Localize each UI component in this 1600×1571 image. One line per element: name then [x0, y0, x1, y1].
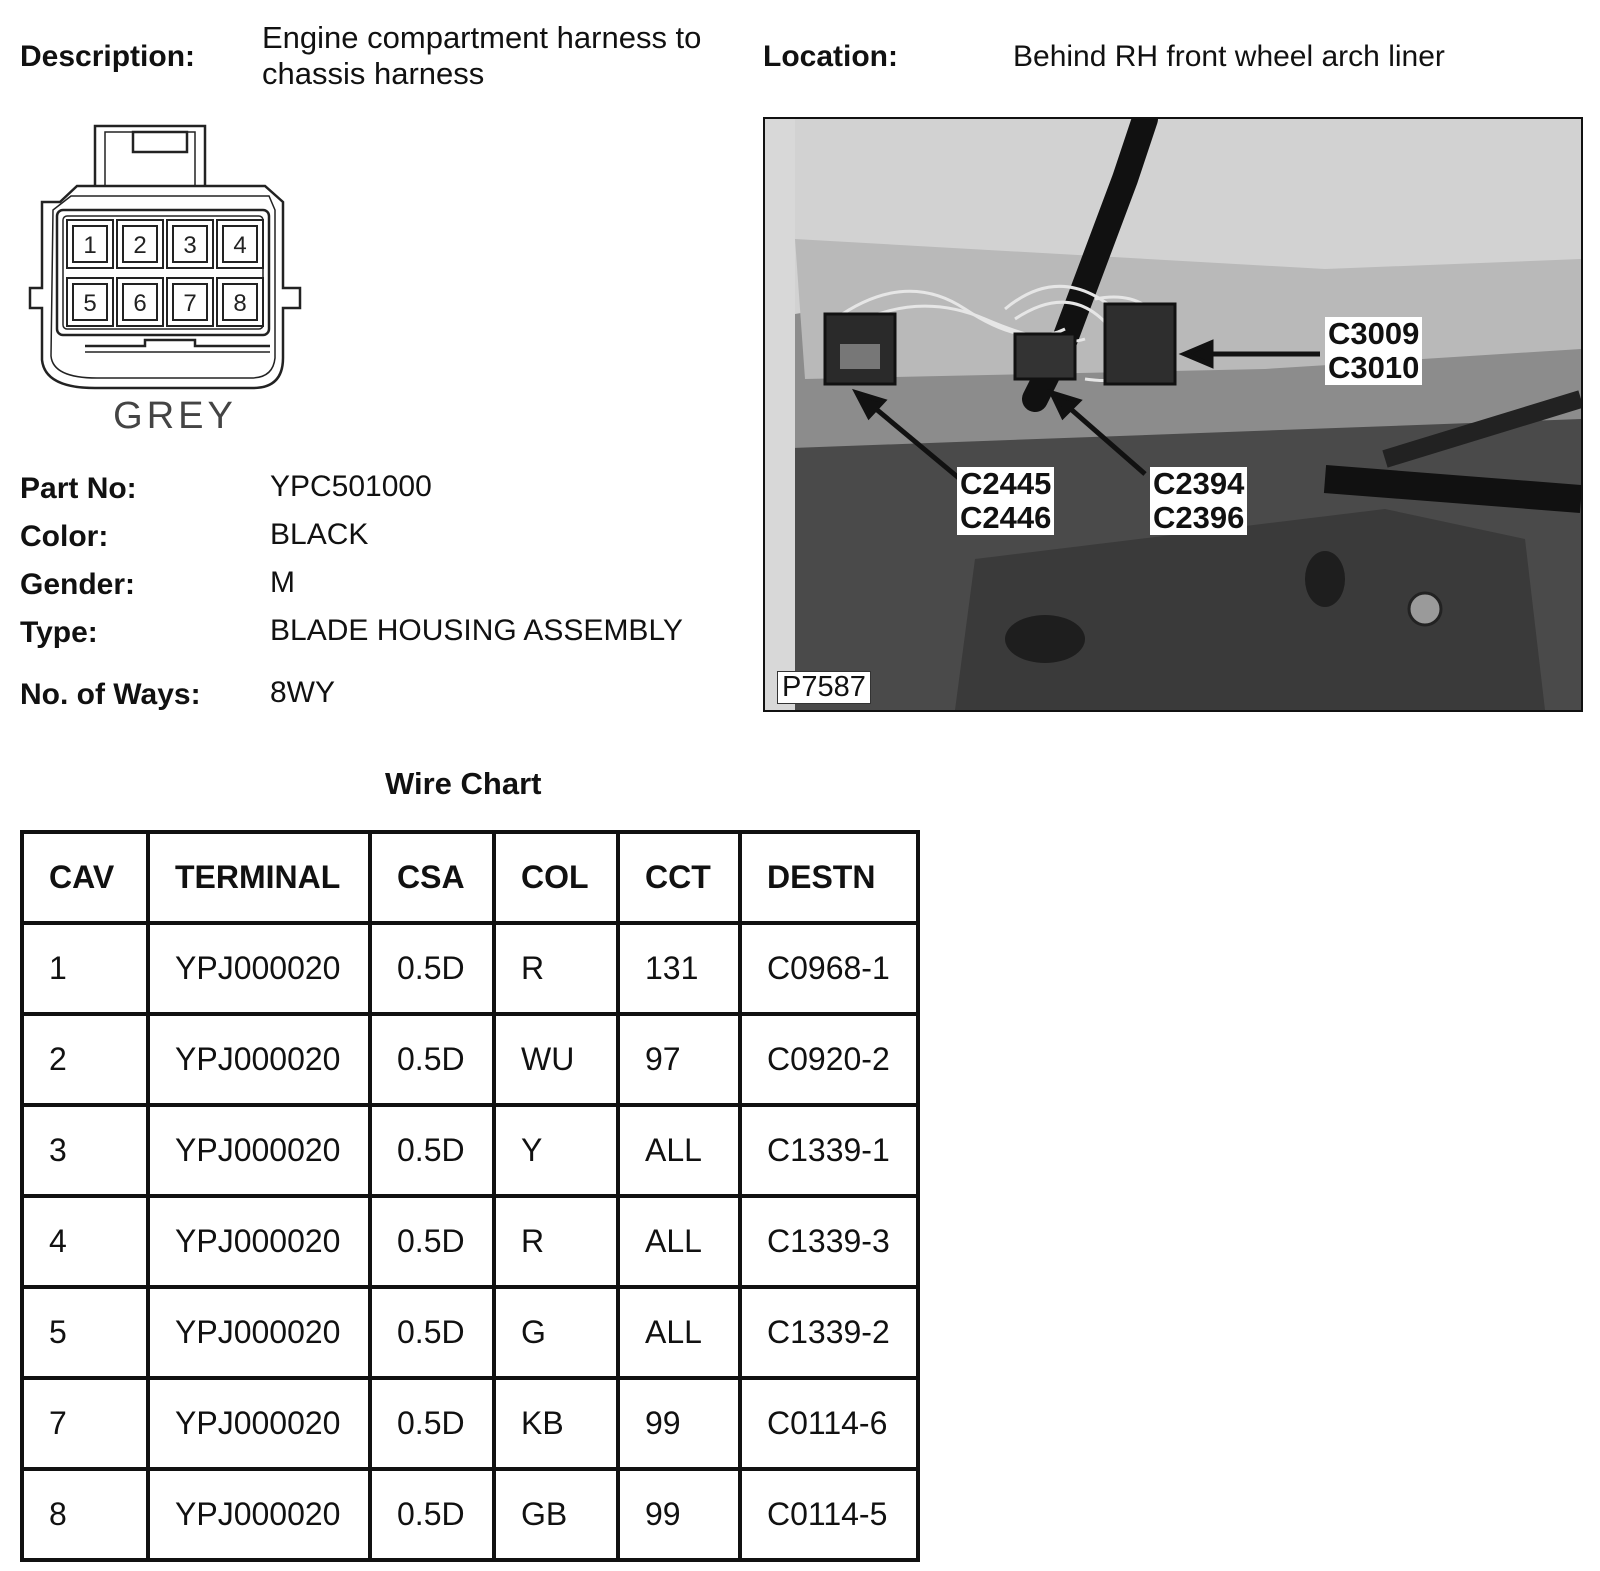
pin-label: 2 — [133, 232, 147, 259]
connector-c3009 — [1105, 304, 1175, 384]
callout-c2445: C2445 — [960, 466, 1052, 501]
table-row — [22, 1014, 918, 1105]
cell-terminal: YPJ000020 — [148, 1469, 370, 1560]
wire-chart-table — [20, 830, 920, 1562]
description-line-1: Engine compartment harness to — [262, 20, 702, 55]
cell-cct: ALL — [618, 1287, 740, 1378]
cell-terminal: YPJ000020 — [148, 1196, 370, 1287]
cell-cav: 5 — [22, 1287, 148, 1378]
callout-c2396: C2396 — [1153, 500, 1245, 535]
cell-destn: C0114-5 — [740, 1469, 918, 1560]
col-header-terminal: TERMINAL — [148, 832, 370, 923]
cell-cct: 131 — [618, 923, 740, 1014]
pin-label: 1 — [83, 232, 97, 259]
cell-cav: 7 — [22, 1378, 148, 1469]
cell-terminal: YPJ000020 — [148, 923, 370, 1014]
gender-label: Gender: — [20, 568, 136, 601]
color-value: BLACK — [270, 518, 369, 551]
color-label: Color: — [20, 520, 109, 553]
cell-csa: 0.5D — [370, 1378, 494, 1469]
callout-c3009-c3010 — [1325, 317, 1422, 385]
pin-label: 7 — [183, 290, 197, 317]
wire-chart-title: Wire Chart — [385, 766, 542, 801]
cell-col: WU — [494, 1014, 618, 1105]
cell-col: GB — [494, 1469, 618, 1560]
cell-cct: ALL — [618, 1105, 740, 1196]
pin-label: 8 — [233, 290, 247, 317]
description-value — [262, 20, 701, 92]
callout-c2446: C2446 — [960, 500, 1052, 535]
cell-csa: 0.5D — [370, 923, 494, 1014]
table-row — [22, 1287, 918, 1378]
cell-cct: 99 — [618, 1469, 740, 1560]
location-value: Behind RH front wheel arch liner — [1013, 40, 1445, 73]
cell-cav: 2 — [22, 1014, 148, 1105]
cell-cav: 4 — [22, 1196, 148, 1287]
pin-label: 6 — [133, 290, 147, 317]
ways-value: 8WY — [270, 676, 336, 709]
cell-terminal: YPJ000020 — [148, 1287, 370, 1378]
cell-col: R — [494, 1196, 618, 1287]
cell-cav: 8 — [22, 1469, 148, 1560]
cell-destn: C1339-2 — [740, 1287, 918, 1378]
table-row — [22, 923, 918, 1014]
cell-destn: C0968-1 — [740, 923, 918, 1014]
callout-c2394: C2394 — [1153, 466, 1245, 501]
cell-cct: 99 — [618, 1378, 740, 1469]
cell-terminal: YPJ000020 — [148, 1014, 370, 1105]
type-value: BLADE HOUSING ASSEMBLY — [270, 614, 683, 647]
cell-col: KB — [494, 1378, 618, 1469]
cell-csa: 0.5D — [370, 1014, 494, 1105]
gender-value: M — [270, 566, 295, 599]
photo-illustration — [765, 119, 1581, 710]
callout-c2394-c2396 — [1150, 467, 1247, 535]
cell-csa: 0.5D — [370, 1287, 494, 1378]
col-header-csa: CSA — [370, 832, 494, 923]
photo-reference: P7587 — [777, 671, 871, 704]
type-label: Type: — [20, 616, 98, 649]
cell-cav: 3 — [22, 1105, 148, 1196]
latch-outline — [95, 126, 205, 186]
cell-csa: 0.5D — [370, 1469, 494, 1560]
cell-destn: C0114-6 — [740, 1378, 918, 1469]
col-header-col: COL — [494, 832, 618, 923]
pin-label: 3 — [183, 232, 197, 259]
cell-col: Y — [494, 1105, 618, 1196]
connector-diagram — [25, 120, 325, 450]
part-no-value: YPC501000 — [270, 470, 432, 503]
table-row — [22, 1378, 918, 1469]
cell-col: R — [494, 923, 618, 1014]
pin-label: 4 — [233, 232, 247, 259]
cell-cct: ALL — [618, 1196, 740, 1287]
description-line-2: chassis harness — [262, 56, 485, 91]
table-row — [22, 1105, 918, 1196]
description-label: Description: — [20, 40, 196, 73]
housing-color-label: GREY — [113, 395, 237, 437]
col-header-cct: CCT — [618, 832, 740, 923]
location-label: Location: — [763, 40, 898, 73]
cell-col: G — [494, 1287, 618, 1378]
col-header-cav: CAV — [22, 832, 148, 923]
cell-destn: C1339-3 — [740, 1196, 918, 1287]
cell-destn: C0920-2 — [740, 1014, 918, 1105]
location-photo — [763, 117, 1583, 712]
pin-label: 5 — [83, 290, 97, 317]
cell-csa: 0.5D — [370, 1105, 494, 1196]
cell-csa: 0.5D — [370, 1196, 494, 1287]
col-header-destn: DESTN — [740, 832, 918, 923]
cell-cav: 1 — [22, 923, 148, 1014]
table-row — [22, 1469, 918, 1560]
cell-cct: 97 — [618, 1014, 740, 1105]
callout-c3009: C3009 — [1328, 316, 1420, 351]
connector-c2394 — [1015, 334, 1075, 379]
callout-c3010: C3010 — [1328, 350, 1420, 385]
callout-c2445-c2446 — [957, 467, 1054, 535]
table-header-row — [22, 832, 918, 923]
cell-terminal: YPJ000020 — [148, 1378, 370, 1469]
connector-face-drawing — [25, 120, 325, 450]
ways-label: No. of Ways: — [20, 678, 201, 711]
table-row — [22, 1196, 918, 1287]
cell-terminal: YPJ000020 — [148, 1105, 370, 1196]
cell-destn: C1339-1 — [740, 1105, 918, 1196]
part-no-label: Part No: — [20, 472, 137, 505]
